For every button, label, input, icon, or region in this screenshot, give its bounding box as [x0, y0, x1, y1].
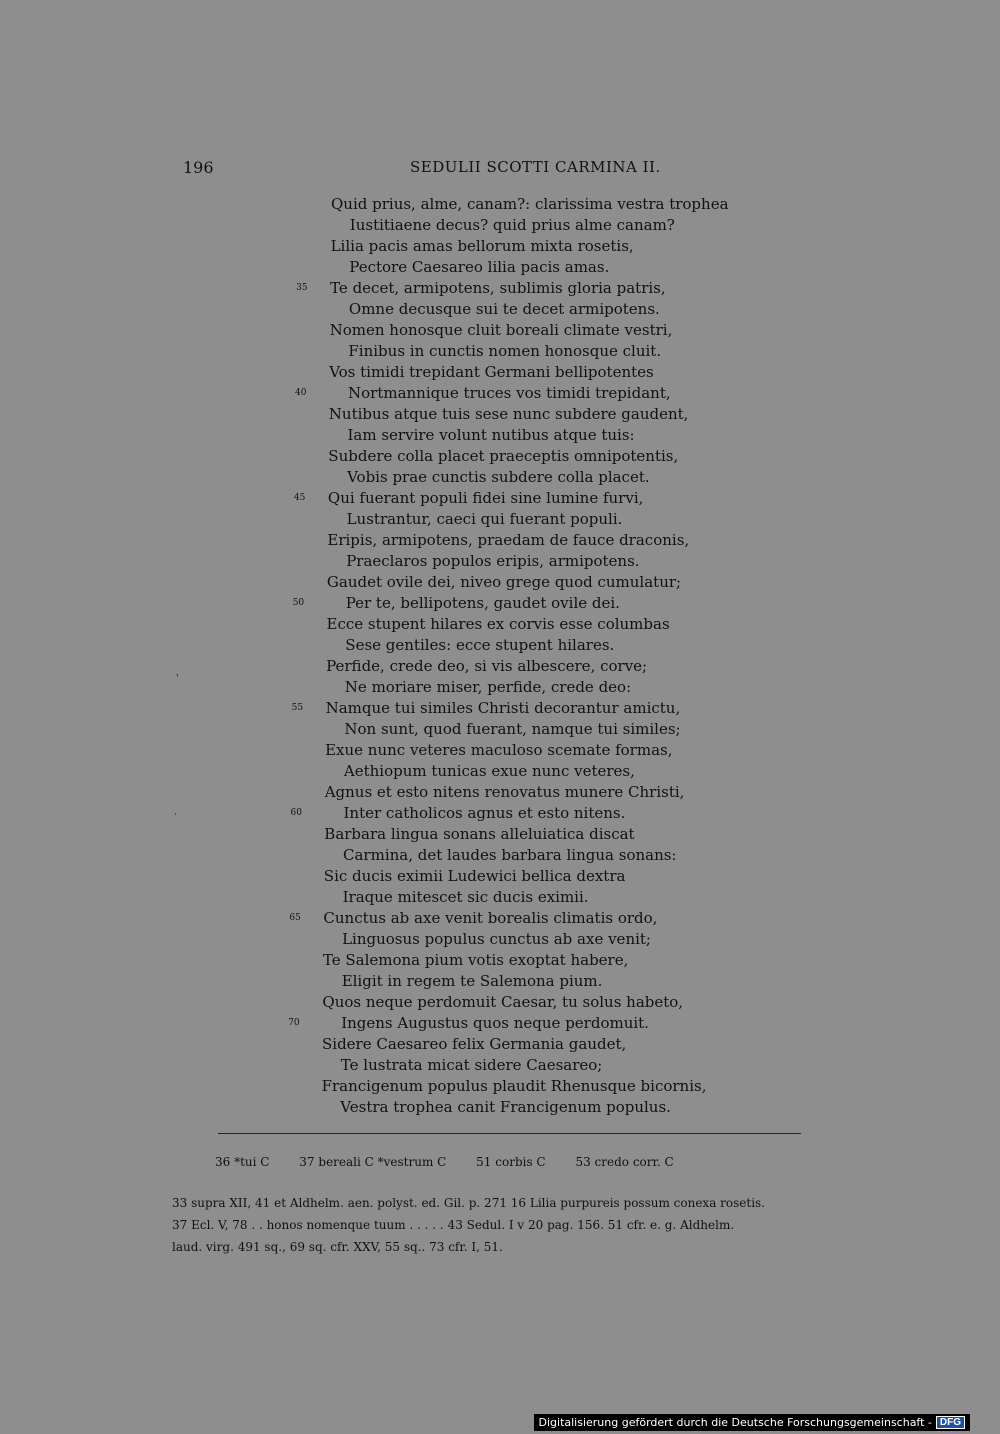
line-number: 55 [291, 703, 304, 713]
verse-line: Sidere Caesareo felix Germania gaudet, [322, 1035, 627, 1053]
verse-line: Barbara lingua sonans alleluiatica discat [324, 825, 635, 843]
line-number: 60 [290, 808, 302, 818]
verse-line: Vos timidi trepidant Germani bellipotentes [329, 363, 654, 381]
verse-line: Vestra trophea canit Francigenum populus. [340, 1098, 671, 1116]
verse-line: Praeclaros populos eripis, armipotens. [346, 552, 640, 570]
verse-line: Nutibus atque tuis sese nunc subdere gaudent, [328, 405, 689, 423]
verse-line: Namque tui similes Christi decorantur amictu, [325, 699, 681, 717]
verse-line: Iam servire volunt nutibus atque tuis: [347, 426, 635, 444]
verse-line: Lilia pacis amas bellorum mixta rosetis, [330, 237, 634, 255]
source-note-line: laud. virg. 491 sq., 69 sq. cfr. XXV, 55 sq.. 73 cfr. I, 51. [172, 1240, 503, 1254]
verse-line: Iustitiaene decus? quid prius alme canam? [349, 216, 675, 234]
verse-line: Omne decusque sui te decet armipotens. [348, 300, 660, 318]
verse-line: Iraque mitescet sic ducis eximii. [342, 888, 589, 906]
verse-line: Qui fuerant populi fidei sine lumine furvi, [327, 489, 644, 507]
verse-line: Sese gentiles: ecce stupent hilares. [345, 636, 615, 654]
verse-line: Nortmannique truces vos timidi trepidant, [348, 384, 671, 402]
apparatus-note: 51 corbis C [476, 1155, 546, 1169]
verse-line: Gaudet ovile dei, niveo grege quod cumulatur; [326, 573, 682, 591]
verse-line: Perfide, crede deo, si vis albescere, corve; [326, 657, 648, 675]
footnote-rule [218, 1133, 801, 1134]
line-number: 45 [293, 493, 306, 503]
verse-line: Finibus in cunctis nomen honosque cluit. [348, 342, 662, 360]
verse-line: Pectore Caesareo lilia pacis amas. [349, 258, 610, 276]
credit-text: Digitalisierung gefördert durch die Deutsche Forschungsgemeinschaft - [538, 1416, 932, 1429]
verse-line: Agnus et esto nitens renovatus munere Christi, [324, 783, 685, 801]
verse-line: Per te, bellipotens, gaudet ovile dei. [345, 594, 620, 612]
verse-line: Nomen honosque cluit boreali climate vestri, [329, 321, 673, 339]
stray-mark: ' [176, 674, 179, 684]
verse-line: Subdere colla placet praeceptis omnipotentis, [328, 447, 679, 465]
line-number: 50 [292, 598, 305, 608]
verse-line: Francigenum populus plaudit Rhenusque bicornis, [321, 1077, 707, 1095]
source-note-line: 37 Ecl. V, 78 . . honos nomenque tuum . . . . . 43 Sedul. I v 20 pag. 156. 51 cfr. e. g. Aldhelm. [172, 1218, 735, 1232]
verse-line: Vobis prae cunctis subdere colla placet. [347, 468, 650, 486]
verse-line: Te Salemona pium votis exoptat habere, [322, 951, 629, 969]
verse-line: Ingens Augustus quos neque perdomuit. [341, 1014, 649, 1032]
verse-line: Quos neque perdomuit Caesar, tu solus habeto, [322, 993, 684, 1011]
verse-line: Eripis, armipotens, praedam de fauce draconis, [327, 531, 690, 549]
line-number: 70 [288, 1018, 300, 1028]
verse-line: Eligit in regem te Salemona pium. [341, 972, 603, 990]
verse-line: Non sunt, quod fuerant, namque tui similes; [344, 720, 681, 738]
verse-line: Exue nunc veteres maculoso scemate formas, [325, 741, 673, 759]
digitization-credit [534, 1414, 971, 1431]
stray-mark: · [174, 810, 177, 820]
verse-line: Cunctus ab axe venit borealis climatis ordo, [323, 909, 658, 927]
running-title: SEDULII SCOTTI CARMINA II. [410, 158, 661, 176]
verse-line: Quid prius, alme, canam?: clarissima vestra trophea [331, 195, 729, 213]
verse-line: Lustrantur, caeci qui fuerant populi. [346, 510, 623, 528]
line-number: 65 [289, 913, 301, 923]
verse-line: Ecce stupent hilares ex corvis esse columbas [326, 615, 670, 633]
apparatus-note: 37 bereali C *vestrum C [299, 1155, 447, 1169]
verse-line: Ne moriare miser, perfide, crede deo: [344, 678, 632, 696]
verse-line: Inter catholicos agnus et esto nitens. [343, 804, 626, 822]
verse-line: Sic ducis eximii Ludewici bellica dextra [323, 867, 626, 885]
source-notes [172, 1192, 844, 1258]
line-number: 35 [296, 283, 308, 293]
apparatus-note: 36 *tui C [215, 1155, 270, 1169]
verse-line: Aethiopum tunicas exue nunc veteres, [343, 762, 635, 780]
verse-line: Linguosus populus cunctus ab axe venit; [342, 930, 651, 948]
verse-line: Te decet, armipotens, sublimis gloria patris, [330, 279, 666, 297]
critical-apparatus [215, 1155, 700, 1169]
page-number: 196 [183, 158, 214, 177]
verse-line: Te lustrata micat sidere Caesareo; [340, 1056, 603, 1074]
dfg-logo: DFG [936, 1416, 965, 1429]
source-note-line: 33 supra XII, 41 et Aldhelm. aen. polyst. ed. Gil. p. 271 16 Lilia purpureis possum conexa rosetis. [172, 1196, 766, 1210]
apparatus-note: 53 credo corr. C [575, 1155, 674, 1169]
line-number: 40 [295, 388, 307, 398]
verse-line: Carmina, det laudes barbara lingua sonans: [343, 846, 677, 864]
